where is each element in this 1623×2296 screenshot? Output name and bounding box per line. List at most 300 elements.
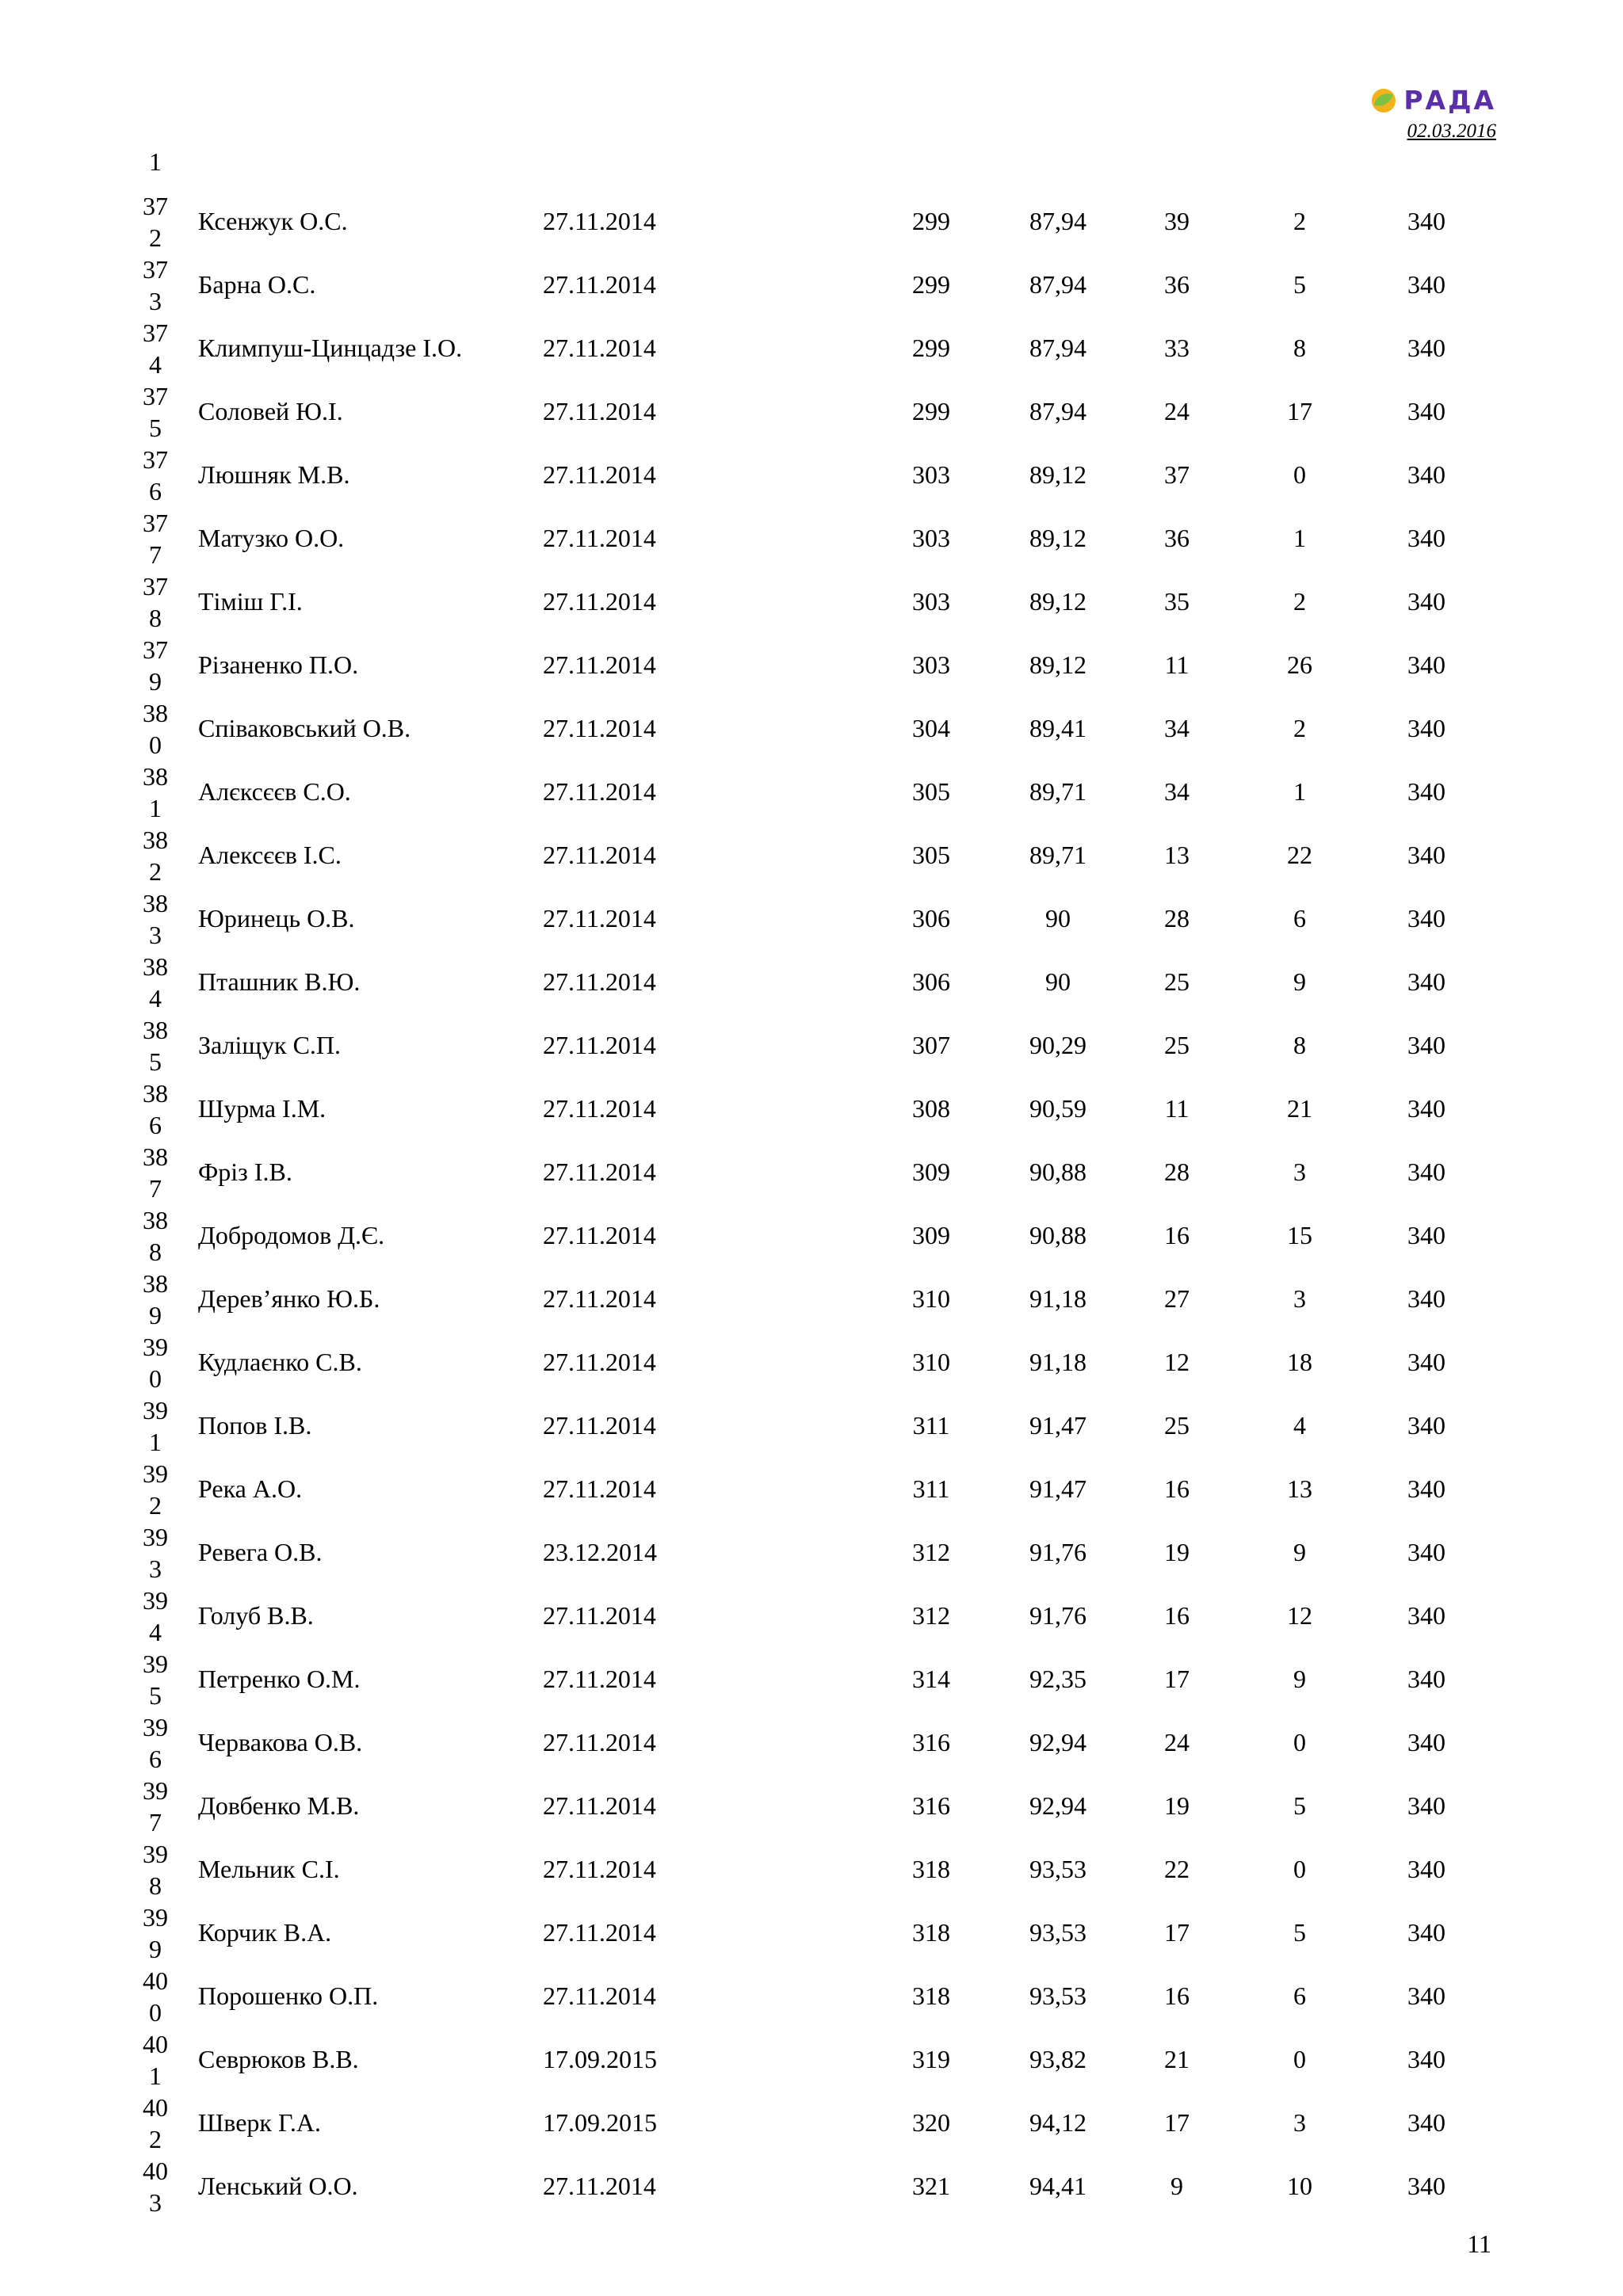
percent-cell: 90,59 — [1029, 1094, 1086, 1123]
deputy-name: Мельник С.І. — [198, 1855, 340, 1883]
value-cell: 33 — [1164, 334, 1190, 362]
total-cell: 340 — [1407, 1284, 1445, 1313]
deputy-name: Алєксєєв С.О. — [198, 777, 351, 806]
total-cell: 340 — [1407, 1855, 1445, 1883]
date-cell: 27.11.2014 — [543, 1791, 656, 1820]
row-index-bottom: 3 — [149, 2188, 162, 2217]
total-cell: 340 — [1407, 1665, 1445, 1693]
date-cell: 27.11.2014 — [543, 270, 656, 299]
table-row — [0, 1016, 1623, 1096]
total-cell: 340 — [1407, 2108, 1445, 2137]
row-index-bottom: 5 — [149, 1047, 162, 1076]
count-cell: 319 — [912, 2045, 950, 2073]
row-index-top: 38 — [143, 952, 168, 981]
percent-cell: 90 — [1045, 967, 1071, 996]
row-index-bottom: 4 — [149, 1618, 162, 1646]
deputy-name: Ленський О.О. — [198, 2172, 358, 2200]
percent-cell: 91,76 — [1029, 1538, 1086, 1566]
date-cell: 27.11.2014 — [543, 1601, 656, 1630]
page-number: 11 — [1467, 2229, 1491, 2258]
count-cell: 318 — [912, 1855, 950, 1883]
total-cell: 340 — [1407, 334, 1445, 362]
percent-cell: 90 — [1045, 904, 1071, 933]
date-cell: 27.11.2014 — [543, 397, 656, 425]
value-cell: 1 — [1293, 777, 1306, 806]
date-cell: 17.09.2015 — [543, 2108, 657, 2137]
row-index-bottom: 3 — [149, 1554, 162, 1583]
percent-cell: 90,88 — [1029, 1221, 1086, 1249]
percent-cell: 91,47 — [1029, 1474, 1086, 1503]
count-cell: 320 — [912, 2108, 950, 2137]
value-cell: 15 — [1287, 1221, 1312, 1249]
count-cell: 311 — [912, 1474, 950, 1503]
value-cell: 25 — [1164, 967, 1190, 996]
count-cell: 305 — [912, 777, 950, 806]
value-cell: 16 — [1164, 1474, 1190, 1503]
value-cell: 24 — [1164, 397, 1190, 425]
total-cell: 340 — [1407, 2172, 1445, 2200]
count-cell: 318 — [912, 1918, 950, 1947]
row-index-bottom: 8 — [149, 1238, 162, 1266]
value-cell: 37 — [1164, 460, 1190, 489]
percent-cell: 94,12 — [1029, 2108, 1086, 2137]
row-index-bottom: 3 — [149, 921, 162, 949]
deputy-name: Шверк Г.А. — [198, 2108, 321, 2137]
deputy-name: Кудлаєнко С.В. — [198, 1348, 362, 1376]
value-cell: 22 — [1287, 841, 1312, 869]
row-index-top: 37 — [143, 445, 168, 474]
value-cell: 17 — [1164, 1918, 1190, 1947]
value-cell: 9 — [1293, 1665, 1306, 1693]
percent-cell: 91,18 — [1029, 1284, 1086, 1313]
table-row — [0, 1459, 1623, 1539]
row-index-top: 39 — [143, 1586, 168, 1615]
row-index-top: 40 — [143, 2093, 168, 2122]
table-row — [0, 2093, 1623, 2173]
row-index-bottom: 8 — [149, 604, 162, 632]
date-cell: 27.11.2014 — [543, 1728, 656, 1756]
deputy-name: Юринець О.В. — [198, 904, 355, 933]
header-logo — [1290, 87, 1496, 158]
value-cell: 10 — [1287, 2172, 1312, 2200]
deputy-name: Червакова О.В. — [198, 1728, 363, 1756]
row-index-bottom: 0 — [149, 1998, 162, 2027]
percent-cell: 89,41 — [1029, 714, 1086, 742]
percent-cell: 92,94 — [1029, 1791, 1086, 1820]
value-cell: 2 — [1293, 207, 1306, 235]
count-cell: 316 — [912, 1791, 950, 1820]
count-cell: 303 — [912, 524, 950, 552]
table-row — [0, 1523, 1623, 1603]
deputy-name: Попов І.В. — [198, 1411, 312, 1440]
date-cell: 27.11.2014 — [543, 841, 656, 869]
value-cell: 9 — [1293, 1538, 1306, 1566]
row-index-bottom: 1 — [149, 1428, 162, 1456]
table-row — [0, 1966, 1623, 2046]
row-index-top: 39 — [143, 1459, 168, 1488]
total-cell: 340 — [1407, 2045, 1445, 2073]
row-index-top: 37 — [143, 192, 168, 220]
value-cell: 18 — [1287, 1348, 1312, 1376]
value-cell: 28 — [1164, 1158, 1190, 1186]
deputy-name: Климпуш-Цинцадзе І.О. — [198, 334, 463, 362]
percent-cell: 90,88 — [1029, 1158, 1086, 1186]
row-index-top: 40 — [143, 2030, 168, 2058]
deputy-name: Ревега О.В. — [198, 1538, 323, 1566]
row-index-top: 38 — [143, 1079, 168, 1108]
row-index-top: 39 — [143, 1333, 168, 1361]
row-index-top: 37 — [143, 635, 168, 664]
total-cell: 340 — [1407, 1474, 1445, 1503]
deputy-name: Матузко О.О. — [198, 524, 345, 552]
table-row — [0, 572, 1623, 652]
row-index-bottom: 4 — [149, 350, 162, 379]
deputy-name: Алексєєв І.С. — [198, 841, 342, 869]
table-row — [0, 2157, 1623, 2237]
count-cell: 314 — [912, 1665, 950, 1693]
value-cell: 16 — [1164, 1601, 1190, 1630]
row-index-top: 39 — [143, 1776, 168, 1805]
date-cell: 27.11.2014 — [543, 777, 656, 806]
count-cell: 311 — [912, 1411, 950, 1440]
date-cell: 27.11.2014 — [543, 1855, 656, 1883]
table-row — [0, 1142, 1623, 1222]
value-cell: 3 — [1293, 1284, 1306, 1313]
row-index-bottom: 9 — [149, 1935, 162, 1963]
row-index-bottom: 8 — [149, 1871, 162, 1900]
table-row — [0, 635, 1623, 715]
total-cell: 340 — [1407, 1158, 1445, 1186]
deputy-name: Люшняк М.В. — [198, 460, 350, 489]
total-cell: 340 — [1407, 1031, 1445, 1059]
row-index-top: 38 — [143, 1142, 168, 1171]
total-cell: 340 — [1407, 270, 1445, 299]
row-index-bottom: 6 — [149, 477, 162, 505]
date-cell: 27.11.2014 — [543, 207, 656, 235]
row-index-bottom: 6 — [149, 1111, 162, 1139]
percent-cell: 89,12 — [1029, 587, 1086, 616]
percent-cell: 91,76 — [1029, 1601, 1086, 1630]
percent-cell: 92,94 — [1029, 1728, 1086, 1756]
value-cell: 22 — [1164, 1855, 1190, 1883]
value-cell: 24 — [1164, 1728, 1190, 1756]
logo-row — [1370, 87, 1496, 114]
row-index-bottom: 7 — [149, 540, 162, 569]
date-cell: 27.11.2014 — [543, 714, 656, 742]
row-index-top: 40 — [143, 2157, 168, 2185]
logo-text: РАДА — [1403, 85, 1496, 116]
count-cell: 303 — [912, 587, 950, 616]
count-cell: 307 — [912, 1031, 950, 1059]
percent-cell: 93,53 — [1029, 1918, 1086, 1947]
value-cell: 25 — [1164, 1031, 1190, 1059]
value-cell: 11 — [1164, 1094, 1190, 1123]
count-cell: 309 — [912, 1158, 950, 1186]
row-index-top: 39 — [143, 1903, 168, 1932]
row-index-bottom: 9 — [149, 667, 162, 696]
row-index-top: 38 — [143, 889, 168, 917]
row-index-top: 38 — [143, 762, 168, 791]
table-row — [0, 1586, 1623, 1666]
date-cell: 27.11.2014 — [543, 587, 656, 616]
row-index-top: 39 — [143, 1840, 168, 1868]
table-row — [0, 1776, 1623, 1856]
row-index-top: 37 — [143, 509, 168, 537]
table-row — [0, 952, 1623, 1032]
percent-cell: 92,35 — [1029, 1665, 1086, 1693]
row-index-bottom: 5 — [149, 1681, 162, 1710]
logo-emblem-icon — [1370, 87, 1397, 114]
total-cell: 340 — [1407, 1601, 1445, 1630]
value-cell: 3 — [1293, 2108, 1306, 2137]
row-index-top: 37 — [143, 382, 168, 410]
row-index-top: 39 — [143, 1713, 168, 1741]
date-cell: 27.11.2014 — [543, 1094, 656, 1123]
deputy-name: Фріз І.В. — [198, 1158, 292, 1186]
row-index-bottom: 0 — [149, 1364, 162, 1393]
count-cell: 299 — [912, 270, 950, 299]
row-index-bottom: 1 — [149, 794, 162, 822]
percent-cell: 87,94 — [1029, 207, 1086, 235]
percent-cell: 87,94 — [1029, 270, 1086, 299]
deputy-name: Тіміш Г.І. — [198, 587, 303, 616]
date-cell: 27.11.2014 — [543, 904, 656, 933]
percent-cell: 89,12 — [1029, 460, 1086, 489]
value-cell: 21 — [1164, 2045, 1190, 2073]
value-cell: 3 — [1293, 1158, 1306, 1186]
count-cell: 310 — [912, 1348, 950, 1376]
value-cell: 9 — [1170, 2172, 1183, 2200]
date-cell: 27.11.2014 — [543, 524, 656, 552]
total-cell: 340 — [1407, 524, 1445, 552]
row-index-bottom: 3 — [149, 287, 162, 315]
count-cell: 308 — [912, 1094, 950, 1123]
value-cell: 34 — [1164, 714, 1190, 742]
value-cell: 5 — [1293, 1918, 1306, 1947]
deputy-name: Добродомов Д.Є. — [198, 1221, 385, 1249]
value-cell: 17 — [1164, 1665, 1190, 1693]
percent-cell: 89,71 — [1029, 841, 1086, 869]
date-cell: 27.11.2014 — [543, 1474, 656, 1503]
percent-cell: 87,94 — [1029, 397, 1086, 425]
count-cell: 299 — [912, 397, 950, 425]
percent-cell: 93,82 — [1029, 2045, 1086, 2073]
total-cell: 340 — [1407, 904, 1445, 933]
total-cell: 340 — [1407, 714, 1445, 742]
value-cell: 13 — [1164, 841, 1190, 869]
table-row — [0, 509, 1623, 589]
total-cell: 340 — [1407, 1348, 1445, 1376]
value-cell: 27 — [1164, 1284, 1190, 1313]
value-cell: 16 — [1164, 1981, 1190, 2010]
value-cell: 6 — [1293, 1981, 1306, 2010]
value-cell: 16 — [1164, 1221, 1190, 1249]
row-index-bottom: 2 — [149, 223, 162, 252]
total-cell: 340 — [1407, 1411, 1445, 1440]
deputy-name: Река А.О. — [198, 1474, 303, 1503]
row-index-bottom: 7 — [149, 1174, 162, 1203]
total-cell: 340 — [1407, 1094, 1445, 1123]
deputy-name: Ксенжук О.С. — [198, 207, 348, 235]
value-cell: 19 — [1164, 1538, 1190, 1566]
value-cell: 36 — [1164, 524, 1190, 552]
header-date: 02.03.2016 — [1407, 120, 1496, 142]
value-cell: 13 — [1287, 1474, 1312, 1503]
value-cell: 34 — [1164, 777, 1190, 806]
table-row — [0, 1206, 1623, 1286]
value-cell: 0 — [1293, 2045, 1306, 2073]
date-cell: 17.09.2015 — [543, 2045, 657, 2073]
percent-cell: 89,12 — [1029, 524, 1086, 552]
value-cell: 17 — [1287, 397, 1312, 425]
row-index-top: 38 — [143, 699, 168, 727]
row-index-top: 40 — [143, 1966, 168, 1995]
table-row — [0, 1903, 1623, 1983]
row-index-bottom: 2 — [149, 2125, 162, 2153]
row-index-top: 37 — [143, 255, 168, 284]
value-cell: 8 — [1293, 1031, 1306, 1059]
value-cell: 2 — [1293, 587, 1306, 616]
percent-cell: 90,29 — [1029, 1031, 1086, 1059]
row-index-bottom: 2 — [149, 1491, 162, 1520]
table-row — [0, 2030, 1623, 2110]
percent-cell: 93,53 — [1029, 1855, 1086, 1883]
deputy-name: Шурма І.М. — [198, 1094, 327, 1123]
deputy-name: Дерев’янко Ю.Б. — [198, 1284, 380, 1313]
count-cell: 316 — [912, 1728, 950, 1756]
percent-cell: 89,12 — [1029, 650, 1086, 679]
row-index-top: 38 — [143, 826, 168, 854]
deputy-name: Пташник В.Ю. — [198, 967, 361, 996]
total-cell: 340 — [1407, 1221, 1445, 1249]
row-index-top: 38 — [143, 1269, 168, 1298]
value-cell: 4 — [1293, 1411, 1306, 1440]
row-index-bottom: 0 — [149, 730, 162, 759]
value-cell: 35 — [1164, 587, 1190, 616]
value-cell: 12 — [1287, 1601, 1312, 1630]
row-index-bottom: 9 — [149, 1301, 162, 1329]
value-cell: 12 — [1164, 1348, 1190, 1376]
count-cell: 299 — [912, 207, 950, 235]
value-cell: 25 — [1164, 1411, 1190, 1440]
deputy-name: Співаковський О.В. — [198, 714, 411, 742]
total-cell: 340 — [1407, 841, 1445, 869]
date-cell: 27.11.2014 — [543, 967, 656, 996]
value-cell: 36 — [1164, 270, 1190, 299]
value-cell: 0 — [1293, 1728, 1306, 1756]
total-cell: 340 — [1407, 397, 1445, 425]
value-cell: 17 — [1164, 2108, 1190, 2137]
count-cell: 299 — [912, 334, 950, 362]
count-cell: 305 — [912, 841, 950, 869]
value-cell: 0 — [1293, 460, 1306, 489]
table-row — [0, 762, 1623, 842]
deputy-name: Соловей Ю.І. — [198, 397, 343, 425]
row-index-line: 1 — [149, 147, 162, 176]
total-cell: 340 — [1407, 1981, 1445, 2010]
deputy-name: Порошенко О.П. — [198, 1981, 379, 2010]
deputy-name: Різаненко П.О. — [198, 650, 359, 679]
date-cell: 27.11.2014 — [543, 1031, 656, 1059]
total-cell: 340 — [1407, 650, 1445, 679]
table-row — [0, 1840, 1623, 1920]
row-index-bottom: 4 — [149, 984, 162, 1013]
percent-cell: 89,71 — [1029, 777, 1086, 806]
count-cell: 309 — [912, 1221, 950, 1249]
deputy-name: Довбенко М.В. — [198, 1791, 360, 1820]
date-cell: 27.11.2014 — [543, 1981, 656, 2010]
total-cell: 340 — [1407, 1538, 1445, 1566]
value-cell: 6 — [1293, 904, 1306, 933]
date-cell: 27.11.2014 — [543, 1665, 656, 1693]
value-cell: 8 — [1293, 334, 1306, 362]
row-index-top: 37 — [143, 572, 168, 601]
deputy-name: Севрюков В.В. — [198, 2045, 359, 2073]
row-index-bottom: 5 — [149, 414, 162, 442]
total-cell: 340 — [1407, 967, 1445, 996]
count-cell: 303 — [912, 650, 950, 679]
deputy-name: Заліщук С.П. — [198, 1031, 342, 1059]
total-cell: 340 — [1407, 1728, 1445, 1756]
count-cell: 310 — [912, 1284, 950, 1313]
count-cell: 304 — [912, 714, 950, 742]
table-row — [0, 382, 1623, 462]
deputy-name: Корчик В.А. — [198, 1918, 332, 1947]
date-cell: 27.11.2014 — [543, 2172, 656, 2200]
deputy-name: Петренко О.М. — [198, 1665, 361, 1693]
row-index-bottom: 1 — [149, 2061, 162, 2090]
value-cell: 39 — [1164, 207, 1190, 235]
deputy-name: Барна О.С. — [198, 270, 316, 299]
value-cell: 2 — [1293, 714, 1306, 742]
value-cell: 1 — [1293, 524, 1306, 552]
date-cell: 27.11.2014 — [543, 1158, 656, 1186]
date-cell: 27.11.2014 — [543, 650, 656, 679]
value-cell: 28 — [1164, 904, 1190, 933]
table-row — [0, 1079, 1623, 1159]
table-row — [0, 445, 1623, 525]
table-row — [0, 318, 1623, 399]
total-cell: 340 — [1407, 1918, 1445, 1947]
table-row — [0, 1713, 1623, 1793]
date-cell: 27.11.2014 — [543, 334, 656, 362]
percent-cell: 94,41 — [1029, 2172, 1086, 2200]
total-cell: 340 — [1407, 460, 1445, 489]
value-cell: 11 — [1164, 650, 1190, 679]
date-cell: 27.11.2014 — [543, 1918, 656, 1947]
row-index-top: 39 — [143, 1523, 168, 1551]
row-index-top: 37 — [143, 318, 168, 347]
table-row — [0, 192, 1623, 272]
count-cell: 321 — [912, 2172, 950, 2200]
value-cell: 0 — [1293, 1855, 1306, 1883]
percent-cell: 91,47 — [1029, 1411, 1086, 1440]
total-cell: 340 — [1407, 207, 1445, 235]
value-cell: 21 — [1287, 1094, 1312, 1123]
table-row — [0, 699, 1623, 779]
value-cell: 5 — [1293, 270, 1306, 299]
total-cell: 340 — [1407, 587, 1445, 616]
row-index-top: 38 — [143, 1206, 168, 1234]
percent-cell: 93,53 — [1029, 1981, 1086, 2010]
table-row — [0, 1269, 1623, 1349]
table-row — [0, 889, 1623, 969]
percent-cell: 91,18 — [1029, 1348, 1086, 1376]
count-cell: 312 — [912, 1601, 950, 1630]
count-cell: 312 — [912, 1538, 950, 1566]
date-cell: 27.11.2014 — [543, 1411, 656, 1440]
percent-cell: 87,94 — [1029, 334, 1086, 362]
